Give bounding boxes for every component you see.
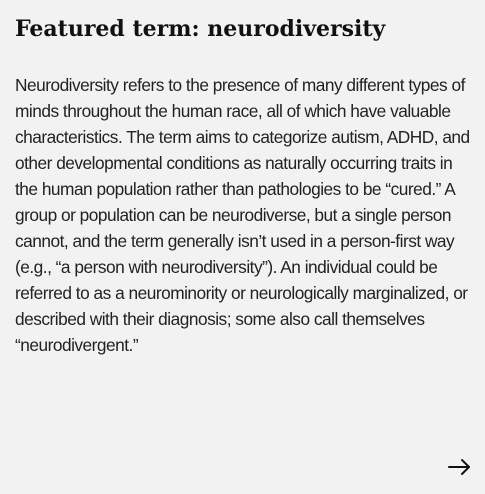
next-arrow-button[interactable] xyxy=(447,454,473,480)
arrow-right-icon xyxy=(447,454,473,480)
featured-term-definition: Neurodiversity refers to the presence of many different types of minds throughout the human race, all of which have valuable characteristics. The term aims to categorize autism, ADHD, and other developmental conditions as naturally occurring traits in the human population rather than pathologies to be “cured.” A group or population can be neurodiverse, but a single person cannot, and the term generally isn’t used in a person-first way (e.g., “a person with neurodiversity”). An individual could be referred to as a neurominority or neurologically marginalized, or described with their diagnosis; some also call themselves “neurodivergent.” xyxy=(15,75,470,355)
featured-term-title: Featured term: neurodiversity xyxy=(15,16,386,42)
